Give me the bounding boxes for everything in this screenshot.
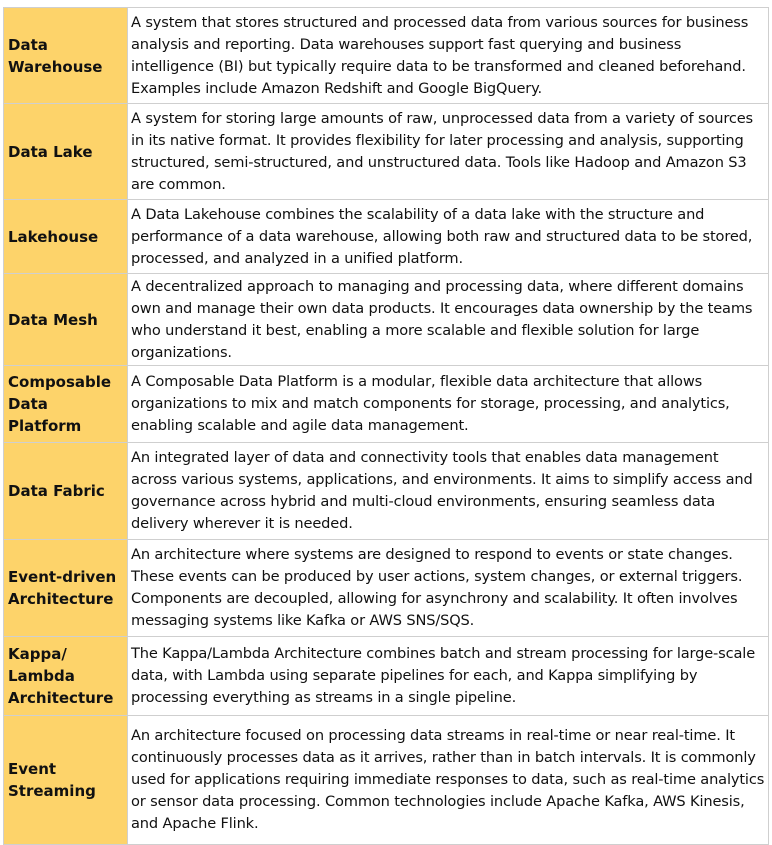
table-row [4,366,769,443]
definition-cell: An architecture focused on processing data streams in real-time or near real-time. It continuously processes data as it arrives, rather than in batch intervals. It is commonly used for applications requiring immediate responses to data, such as real-time analytics or sensor data processing. Common technologies include Apache Kafka, AWS Kinesis, and Apache Flink. [128,716,769,845]
definition-cell: A Composable Data Platform is a modular, flexible data architecture that allows organizations to mix and match components for storage, processing, and analytics, enabling scalable and agile data management. [128,366,769,443]
table-row [4,637,769,716]
glossary-table [3,7,769,845]
table-row [4,104,769,200]
definition-cell: The Kappa/Lambda Architecture combines batch and stream processing for large-scale data, with Lambda using separate pipelines for each, and Kappa simplifying by processing everything as streams in a single pipeline. [128,637,769,716]
term-cell: Data Mesh [4,274,128,366]
definition-cell: An integrated layer of data and connectivity tools that enables data management across various systems, applications, and environments. It aims to simplify access and governance across hybrid and multi-cloud environments, ensuring seamless data delivery wherever it is needed. [128,443,769,540]
definition-cell: A Data Lakehouse combines the scalability of a data lake with the structure and performance of a data warehouse, allowing both raw and structured data to be stored, processed, and analyzed in a unified platform. [128,200,769,274]
definition-cell: A decentralized approach to managing and processing data, where different domains own and manage their own data products. It encourages data ownership by the teams who understand it best, enabling a more scalable and flexible solution for large organizations. [128,274,769,366]
table-row [4,8,769,104]
table-row [4,540,769,637]
definition-cell: An architecture where systems are designed to respond to events or state changes. These events can be produced by user actions, system changes, or external triggers. Components are decoupled, allowing for asynchrony and scalability. It often involves messaging systems like Kafka or AWS SNS/SQS. [128,540,769,637]
term-cell: Data Lake [4,104,128,200]
table-row [4,200,769,274]
table-row [4,443,769,540]
table-row [4,274,769,366]
term-cell: Kappa/ Lambda Architecture [4,637,128,716]
table-row [4,716,769,845]
term-cell: Data Warehouse [4,8,128,104]
term-cell: Composable Data Platform [4,366,128,443]
term-cell: Lakehouse [4,200,128,274]
term-cell: Event-driven Architecture [4,540,128,637]
definition-cell: A system that stores structured and processed data from various sources for business analysis and reporting. Data warehouses support fast querying and business intelligence (BI) but typically require data to be transformed and cleaned beforehand. Examples include Amazon Redshift and Google BigQuery. [128,8,769,104]
definition-cell: A system for storing large amounts of raw, unprocessed data from a variety of sources in its native format. It provides flexibility for later processing and analysis, supporting structured, semi-structured, and unstructured data. Tools like Hadoop and Amazon S3 are common. [128,104,769,200]
term-cell: Event Streaming [4,716,128,845]
term-cell: Data Fabric [4,443,128,540]
